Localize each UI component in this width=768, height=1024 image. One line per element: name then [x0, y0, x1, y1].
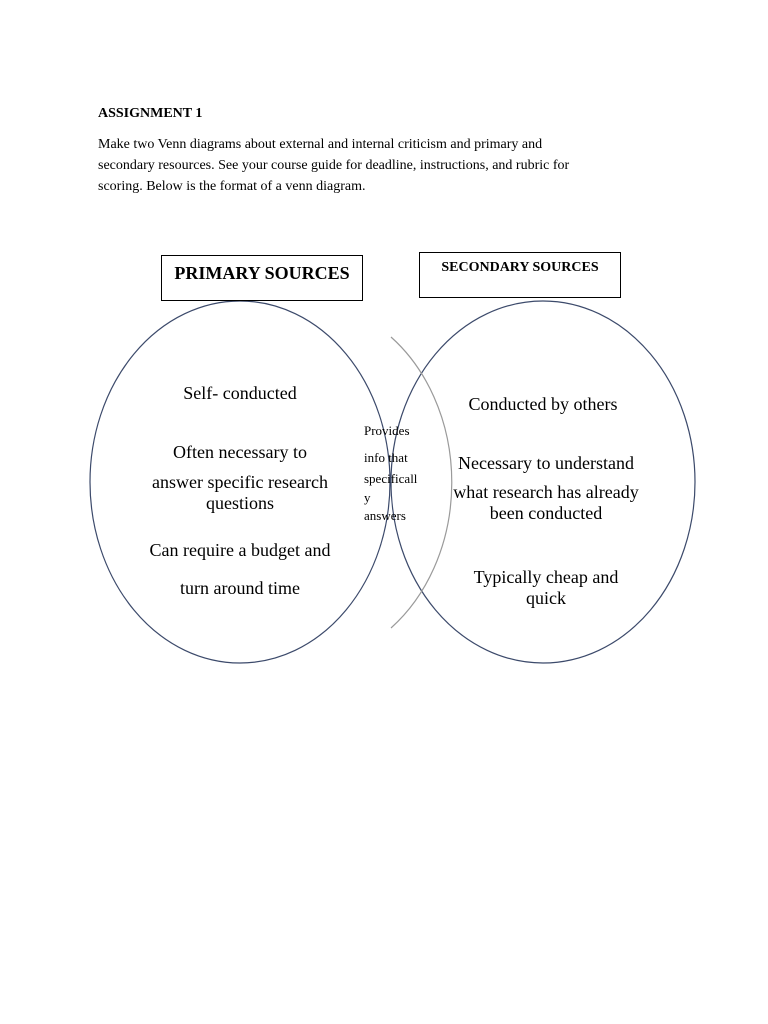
- right-item: quick: [526, 588, 566, 608]
- right-item: been conducted: [489, 503, 603, 523]
- instructions-line: Make two Venn diagrams about external and internal criticism and primary and: [98, 137, 543, 152]
- right-item: Necessary to understand: [458, 453, 634, 473]
- secondary-sources-label: SECONDARY SOURCES: [419, 252, 621, 298]
- left-item: Often necessary to: [173, 442, 307, 462]
- instructions-line: scoring. Below is the format of a venn diagram.: [98, 179, 366, 194]
- right-item: Typically cheap and: [473, 567, 619, 587]
- left-item: Self- conducted: [183, 383, 297, 403]
- overlap-item: info that: [364, 450, 408, 465]
- overlap-item: specificall: [364, 471, 418, 486]
- right-item: Conducted by others: [468, 394, 618, 414]
- left-item: turn around time: [180, 578, 300, 598]
- overlap-item: y: [364, 490, 371, 505]
- left-item: Can require a budget and: [149, 540, 331, 560]
- overlap-item: answers: [364, 508, 406, 523]
- left-item: answer specific research: [152, 472, 328, 492]
- assignment-heading: ASSIGNMENT 1: [98, 106, 203, 121]
- primary-sources-label: PRIMARY SOURCES: [161, 255, 363, 301]
- left-item: questions: [205, 493, 274, 513]
- right-item: what research has already: [453, 482, 639, 502]
- overlap-item: Provides: [364, 423, 410, 438]
- instructions-line: secondary resources. See your course guide for deadline, instructions, and rubric for: [98, 158, 570, 173]
